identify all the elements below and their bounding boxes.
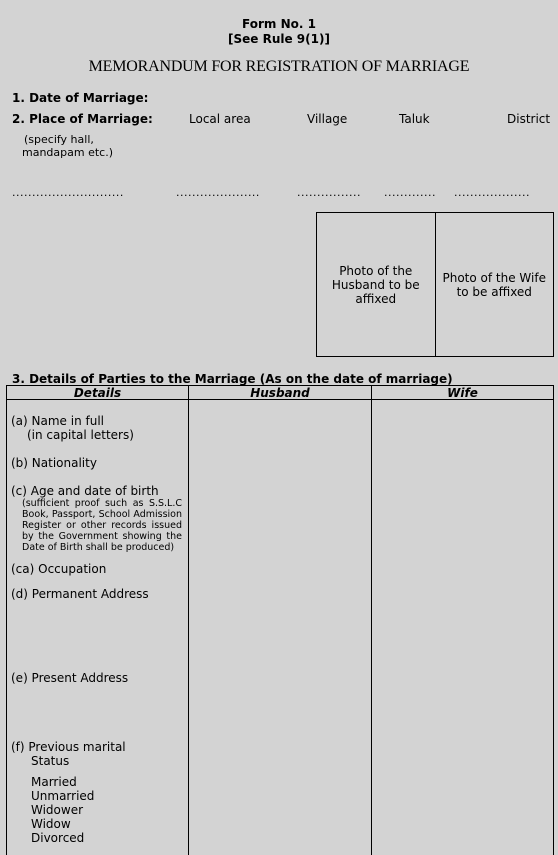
- place-hint-line1: (specify hall,: [24, 133, 94, 146]
- column-district: District: [507, 112, 550, 126]
- name-in-full-label: (a) Name in full: [11, 414, 104, 428]
- header-wife: Wife: [372, 386, 554, 400]
- wife-photo-slot: Photo of the Wife to be affixed: [435, 213, 554, 356]
- document-title: MEMORANDUM FOR REGISTRATION OF MARRIAGE: [0, 58, 558, 76]
- status-option-widow: Widow: [31, 817, 71, 831]
- previous-marital-label: (f) Previous marital: [11, 740, 126, 754]
- header-husband: Husband: [189, 386, 372, 400]
- rule-reference: [See Rule 9(1)]: [0, 32, 558, 46]
- age-proof-note: (sufficient proof such as S.S.L.C Book, Passport, School Admission Register or other records issued by the Government showing the Date of Birth shall be produced): [22, 498, 182, 553]
- place-fill-line: ............................: [12, 186, 124, 199]
- date-of-marriage-label: 1. Date of Marriage:: [12, 91, 148, 105]
- age-dob-label: (c) Age and date of birth: [11, 484, 159, 498]
- capital-letters-note: (in capital letters): [27, 428, 134, 442]
- local-area-fill-line: .....................: [176, 186, 260, 199]
- present-address-label: (e) Present Address: [11, 671, 128, 685]
- form-number: Form No. 1: [0, 17, 558, 31]
- column-village: Village: [307, 112, 347, 126]
- husband-photo-slot: Photo of the Husband to be affixed: [317, 213, 435, 356]
- taluk-fill-line: .............: [384, 186, 436, 199]
- details-of-parties-label: 3. Details of Parties to the Marriage (As on the date of marriage): [12, 372, 453, 386]
- status-option-widower: Widower: [31, 803, 83, 817]
- nationality-label: (b) Nationality: [11, 456, 97, 470]
- wife-column[interactable]: [372, 400, 554, 855]
- status-label: Status: [31, 754, 69, 768]
- column-taluk: Taluk: [399, 112, 430, 126]
- village-fill-line: ................: [297, 186, 361, 199]
- column-local-area: Local area: [189, 112, 251, 126]
- husband-column[interactable]: [189, 400, 372, 855]
- district-fill-line: ...................: [454, 186, 530, 199]
- occupation-label: (ca) Occupation: [11, 562, 106, 576]
- place-of-marriage-label: 2. Place of Marriage:: [12, 112, 153, 126]
- place-hint-line2: mandapam etc.): [22, 146, 113, 159]
- permanent-address-label: (d) Permanent Address: [11, 587, 149, 601]
- header-details: Details: [7, 386, 189, 400]
- status-option-unmarried: Unmarried: [31, 789, 94, 803]
- status-option-divorced: Divorced: [31, 831, 84, 845]
- photo-box: [316, 212, 554, 357]
- status-option-married: Married: [31, 775, 77, 789]
